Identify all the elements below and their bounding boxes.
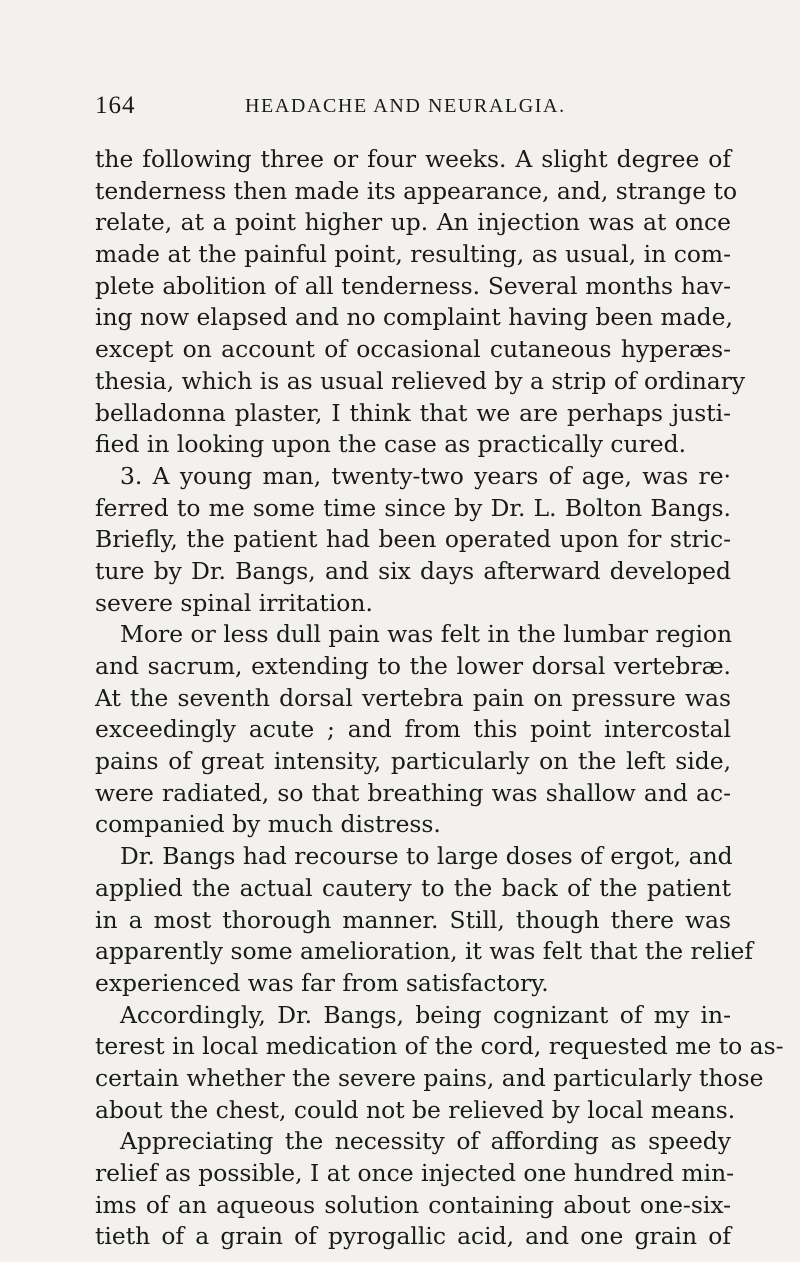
text-line: fied in looking upon the case as practically cured.	[95, 430, 687, 459]
text-line: Appreciating the necessity of affording as speedy	[120, 1127, 731, 1156]
text-line: the following three or four weeks. A slight degree of	[95, 145, 731, 173]
text-line: tenderness then made its appearance, and, strange to	[95, 176, 738, 205]
running-head: HEADACHE AND NEURALGIA.	[245, 95, 566, 117]
text-line: companied by much distress.	[95, 810, 441, 839]
page-header	[95, 92, 735, 132]
text-line: pains of great intensity, particularly on the left side,	[95, 747, 731, 776]
text-line: experienced was far from satisfactory.	[95, 968, 549, 997]
text-line: and sacrum, extending to the lower dorsal vertebræ.	[95, 652, 731, 680]
text-line: Accordingly, Dr. Bangs, being cognizant of my in-	[120, 1000, 731, 1029]
text-line: thesia, which is as usual relieved by a strip of ordinary	[95, 366, 746, 395]
text-line: terest in local medication of the cord, requested me to as-	[95, 1032, 784, 1061]
text-line: Briefly, the patient had been operated upon for stric-	[95, 525, 731, 554]
text-line: plete abolition of all tenderness. Several months hav-	[95, 271, 731, 300]
page-number: 164	[95, 92, 136, 119]
text-line: 3. A young man, twenty-two years of age, was re·	[120, 461, 731, 490]
text-line: ferred to me some time since by Dr. L. Bolton Bangs.	[95, 493, 731, 522]
text-line: More or less dull pain was felt in the lumbar region	[120, 620, 733, 649]
text-line: Dr. Bangs had recourse to large doses of ergot, and	[120, 842, 733, 871]
text-line: about the chest, could not be relieved by local means.	[95, 1095, 736, 1124]
text-line: ims of an aqueous solution containing about one-six-	[95, 1190, 731, 1219]
text-line: ing now elapsed and no complaint having been made,	[95, 303, 733, 332]
text-line: tieth of a grain of pyrogallic acid, and one grain of	[95, 1222, 731, 1251]
text-line: belladonna plaster, I think that we are perhaps justi-	[95, 398, 731, 427]
text-line: relate, at a point higher up. An injection was at once	[95, 208, 731, 237]
text-line: certain whether the severe pains, and particularly those	[95, 1063, 764, 1092]
text-line: ture by Dr. Bangs, and six days afterward developed	[95, 556, 731, 585]
text-line: severe spinal irritation.	[95, 588, 373, 617]
text-line: in a most thorough manner. Still, though there was	[95, 905, 731, 934]
text-line: except on account of occasional cutaneous hyperæs-	[95, 335, 731, 364]
text-line: were radiated, so that breathing was shallow and ac-	[95, 778, 731, 807]
text-line: At the seventh dorsal vertebra pain on pressure was	[95, 683, 731, 712]
text-line: made at the painful point, resulting, as usual, in com-	[95, 240, 731, 269]
text-line: exceedingly acute ; and from this point intercostal	[95, 715, 731, 744]
body-text	[95, 144, 784, 1253]
text-line: relief as possible, I at once injected one hundred min-	[95, 1159, 735, 1187]
text-line: apparently some amelioration, it was felt that the relief	[95, 937, 754, 966]
text-line: applied the actual cautery to the back of the patient	[95, 873, 731, 902]
